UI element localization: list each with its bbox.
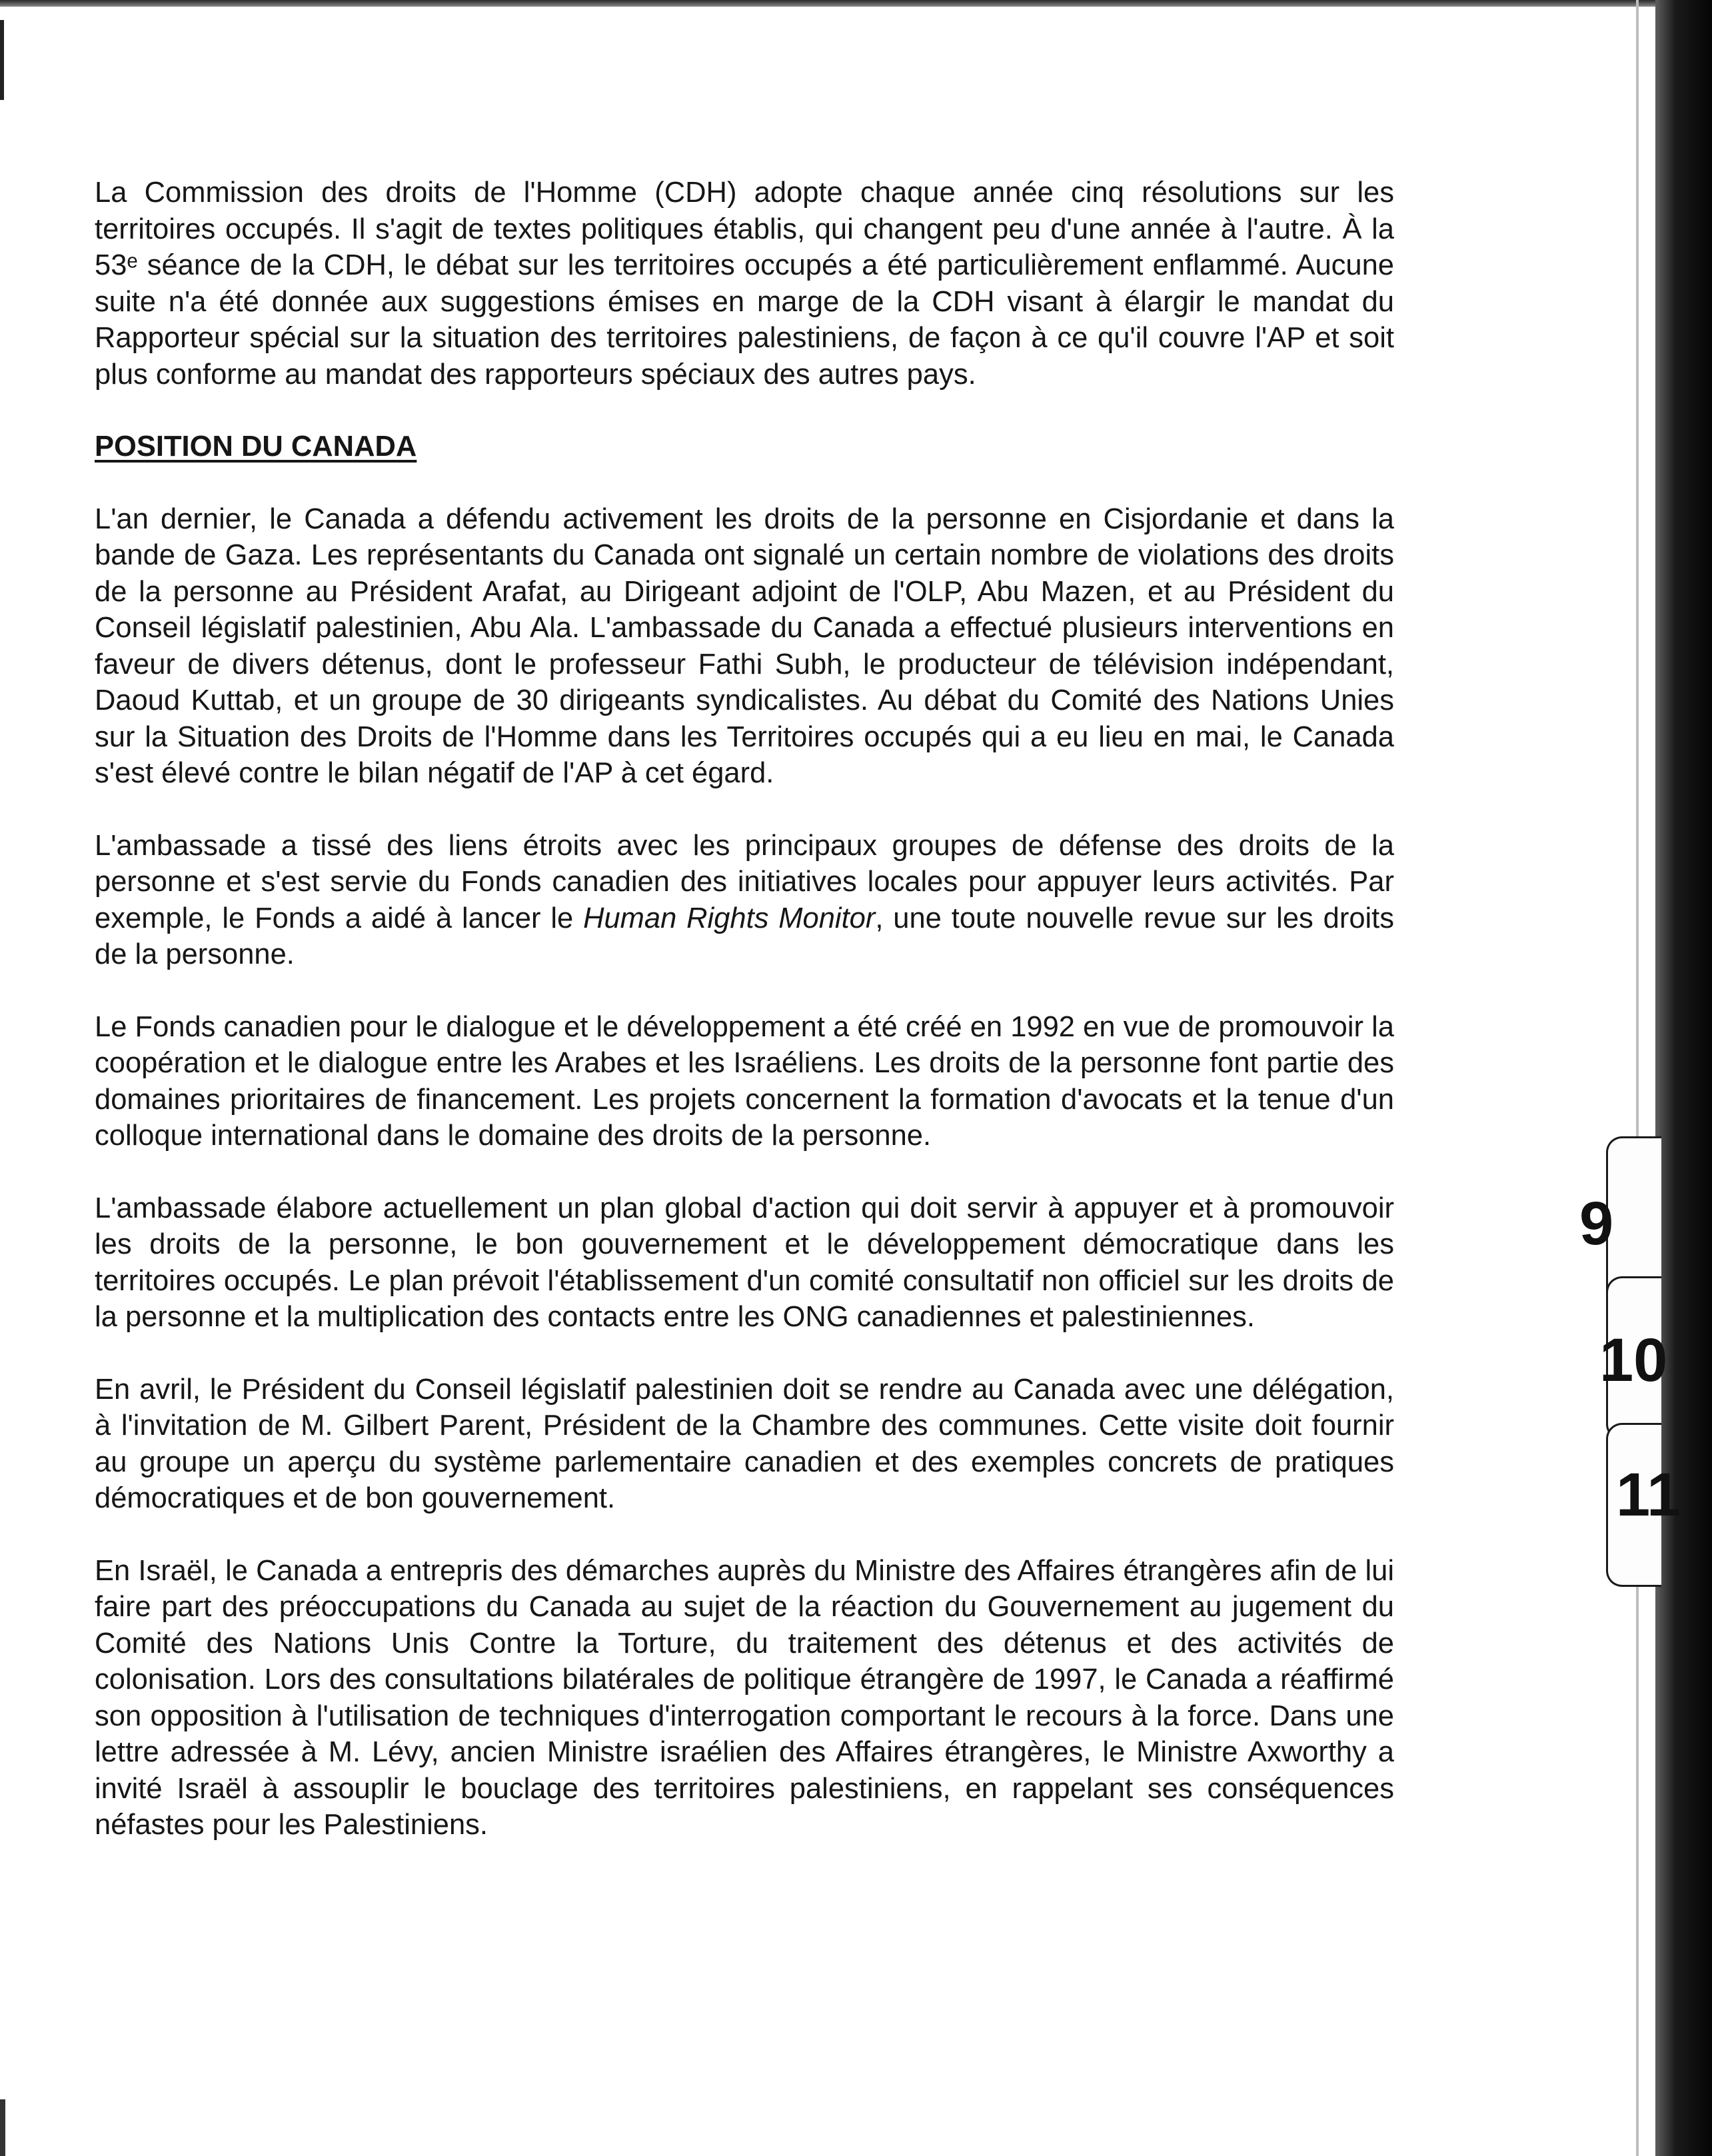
paragraph-embassy-links-text: L'ambassade a tissé des liens étroits avec les principaux groupes de défense des droits de la personne et s'est servie du Fonds canadien des initiatives locales pour appuyer leurs activités. Par exemple, le Fonds a aidé à lancer le [95, 829, 1394, 934]
paragraph-action-plan: L'ambassade élabore actuellement un plan global d'action qui doit servir à appuyer et à promouvoir les droits de la personne, le bon gouvernement et le développement démocratique dans les territoires occupés. Le plan prévoit l'établissement d'un comité consultatif non officiel sur les droits de la personne et la multiplication des contacts entre les ONG canadiennes et palestiniennes. [95, 1192, 1394, 1333]
tab-number-10: 10 [1599, 1326, 1668, 1394]
tab-divider-line [1636, 0, 1639, 2156]
tab-number-9: 9 [1579, 1190, 1614, 1258]
paragraph-dialogue-fund: Le Fonds canadien pour le dialogue et le développement a été créé en 1992 en vue de promouvoir la coopération et le dialogue entre les Arabes et les Israéliens. Les droits de la personne font partie des domaines prioritaires de financement. Les projets concernent la formation d'avocats et la tenue d'un colloque international dans le domaine des droits de la personne. [95, 1010, 1394, 1152]
scan-top-edge [0, 0, 1712, 7]
paragraph-embassy-links-end: , une toute nouvelle revue sur les droits de la personne. [95, 902, 1395, 970]
paragraph-canada-advocacy: L'an dernier, le Canada a défendu activement les droits de la personne en Cisjordanie et dans la bande de Gaza. Les représentants du Canada ont signalé un certain nombre de violations des droits de la personne au Président Arafat, au Dirigeant adjoint de l'OLP, Abu Mazen, et au Président du Conseil législatif palestinien, Abu Ala. L'ambassade du Canada a effectué plusieurs interventions en faveur de divers détenus, dont le professeur Fathi Subh, le producteur de télévision indépendant, Daoud Kuttab, et un groupe de 30 dirigeants syndicalistes. Au débat du Comité des Nations Unies sur la Situation des Droits de l'Homme dans les Territoires occupés qui a eu lieu en mai, le Canada s'est élevé contre le bilan négatif de l'AP à cet égard. [95, 503, 1394, 789]
scan-bottom-mark [0, 2099, 5, 2156]
paragraph-israel-demarches: En Israël, le Canada a entrepris des démarches auprès du Ministre des Affaires étrangères afin de lui faire part des préoccupations du Canada au sujet de la réaction du Gouvernement au jugement du Comité des Nations Unis Contre la Torture, du traitement des détenus et des activités de colonisation. Lors des consultations bilatérales de politique étrangère de 1997, le Canada a réaffirmé son opposition à l'utilisation de techniques d'interrogation comportant le recours à la force. Dans une lettre adressée à M. Lévy, ancien Ministre israélien des Affaires étrangères, le Ministre Axworthy a invité Israël à assouplir le bouclage des territoires palestiniens, en rappelant ses conséquences néfastes pour les Palestiniens. [95, 1554, 1394, 1841]
intro-paragraph: La Commission des droits de l'Homme (CDH) adopte chaque année cinq résolutions sur les territoires occupés. Il s'agit de textes politiques établis, qui changent peu d'une année à l'autre. À la 53ᵉ séance de la CDH, le débat sur les territoires occupés a été particulièrement enflammé. Aucune suite n'a été donnée aux suggestions émises en marge de la CDH visant à élargir le mandat du Rapporteur spécial sur la situation des territoires palestiniens, de façon à ce qu'il couvre l'AP et soit plus conforme au mandat des rapporteurs spéciaux des autres pays. [95, 177, 1394, 391]
scan-left-mark [0, 20, 4, 100]
paragraph-embassy-links [95, 828, 1394, 973]
paragraph-delegation-visit: En avril, le Président du Conseil législatif palestinien doit se rendre au Canada avec une délégation, à l'invitation de M. Gilbert Parent, Président de la Chambre des communes. Cette visite doit fournir au groupe un aperçu du système parlementaire canadien et des exemples concrets de pratiques démocratiques et de bon gouvernement. [95, 1373, 1394, 1514]
section-heading: POSITION DU CANADA [95, 431, 417, 463]
publication-title: Human Rights Monitor [583, 902, 876, 934]
scan-right-edge [1655, 0, 1712, 2156]
document-body [95, 175, 1394, 1879]
tab-number-11: 11 [1616, 1461, 1681, 1529]
